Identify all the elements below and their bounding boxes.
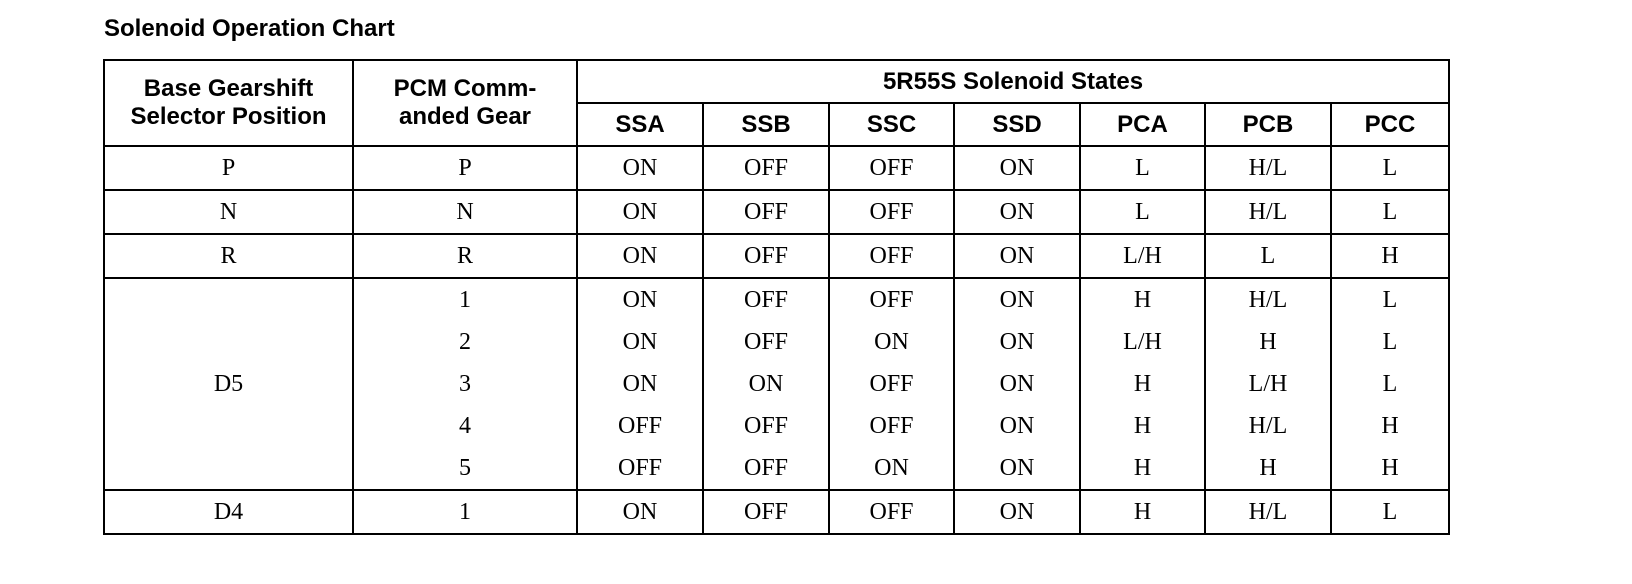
header-pcc: PCC [1331,103,1449,146]
cell-pcb: H/L [1205,405,1331,447]
cell-pcb: L [1205,234,1331,278]
cell-gear: P [353,146,577,190]
cell-ssa: ON [577,190,703,234]
cell-ssc: OFF [829,190,954,234]
cell-ssb: OFF [703,321,829,363]
table-row [104,490,1449,534]
cell-pcc: H [1331,405,1449,447]
cell-gear: 3 [353,363,577,405]
header-ssc: SSC [829,103,954,146]
cell-ssa: ON [577,146,703,190]
cell-pcb: H/L [1205,278,1331,321]
solenoid-operation-table [103,59,1450,535]
cell-pcb: H/L [1205,146,1331,190]
page-title: Solenoid Operation Chart [104,15,395,42]
cell-pcc: L [1331,363,1449,405]
cell-pca: H [1080,278,1205,321]
cell-ssc: OFF [829,234,954,278]
cell-ssd: ON [954,405,1080,447]
cell-ssd: ON [954,146,1080,190]
header-ssa: SSA [577,103,703,146]
cell-ssb: ON [703,363,829,405]
cell-pca: H [1080,363,1205,405]
table-row [104,146,1449,190]
cell-ssc: ON [829,321,954,363]
cell-ssa: OFF [577,447,703,490]
cell-ssb: OFF [703,146,829,190]
cell-pcc: L [1331,321,1449,363]
cell-gear: 2 [353,321,577,363]
cell-pca: H [1080,490,1205,534]
cell-pcb: H/L [1205,190,1331,234]
cell-ssc: OFF [829,405,954,447]
cell-gear: N [353,190,577,234]
cell-ssa: ON [577,234,703,278]
header-base-gearshift-line-1: Base Gearshift [143,75,314,102]
cell-ssd: ON [954,190,1080,234]
header-solenoid-states-group: 5R55S Solenoid States [577,60,1449,103]
cell-ssa: ON [577,278,703,321]
header-pcm-gear-line-2: anded Gear [398,103,532,130]
cell-ssc: OFF [829,146,954,190]
header-base-gearshift-selector-position [104,60,353,146]
cell-ssa: ON [577,321,703,363]
cell-ssa: OFF [577,405,703,447]
cell-ssb: OFF [703,190,829,234]
cell-ssc: ON [829,447,954,490]
cell-ssb: OFF [703,447,829,490]
cell-ssd: ON [954,234,1080,278]
cell-pcc: L [1331,490,1449,534]
cell-ssb: OFF [703,405,829,447]
cell-pcb: H [1205,321,1331,363]
cell-ssc: OFF [829,278,954,321]
cell-pca: L [1080,190,1205,234]
header-ssb: SSB [703,103,829,146]
cell-ssc: OFF [829,363,954,405]
header-pcb: PCB [1205,103,1331,146]
cell-selector: D4 [104,490,353,534]
header-pcm-commanded-gear [353,60,577,146]
cell-pcc: H [1331,447,1449,490]
cell-pcc: L [1331,146,1449,190]
cell-gear: R [353,234,577,278]
cell-selector: N [104,190,353,234]
header-pca: PCA [1080,103,1205,146]
cell-pcc: H [1331,234,1449,278]
cell-pcc: L [1331,190,1449,234]
cell-ssd: ON [954,447,1080,490]
cell-gear: 1 [353,490,577,534]
header-base-gearshift-line-2: Selector Position [130,103,327,130]
cell-ssa: ON [577,363,703,405]
cell-ssb: OFF [703,490,829,534]
cell-pca: L/H [1080,321,1205,363]
cell-selector: R [104,234,353,278]
cell-gear: 5 [353,447,577,490]
cell-gear: 1 [353,278,577,321]
cell-pca: L/H [1080,234,1205,278]
cell-ssb: OFF [703,234,829,278]
table-row [104,234,1449,278]
cell-ssd: ON [954,278,1080,321]
cell-pca: H [1080,405,1205,447]
cell-ssa: ON [577,490,703,534]
cell-pcb: H [1205,447,1331,490]
table-row [104,190,1449,234]
table-row [104,278,1449,321]
cell-pca: L [1080,146,1205,190]
cell-pcb: L/H [1205,363,1331,405]
cell-pcb: H/L [1205,490,1331,534]
cell-ssb: OFF [703,278,829,321]
cell-selector: D5 [104,278,353,490]
cell-selector: P [104,146,353,190]
cell-ssc: OFF [829,490,954,534]
cell-ssd: ON [954,363,1080,405]
header-pcm-gear-line-1: PCM Comm- [393,75,537,102]
cell-ssd: ON [954,490,1080,534]
cell-pca: H [1080,447,1205,490]
header-ssd: SSD [954,103,1080,146]
cell-ssd: ON [954,321,1080,363]
cell-gear: 4 [353,405,577,447]
cell-pcc: L [1331,278,1449,321]
